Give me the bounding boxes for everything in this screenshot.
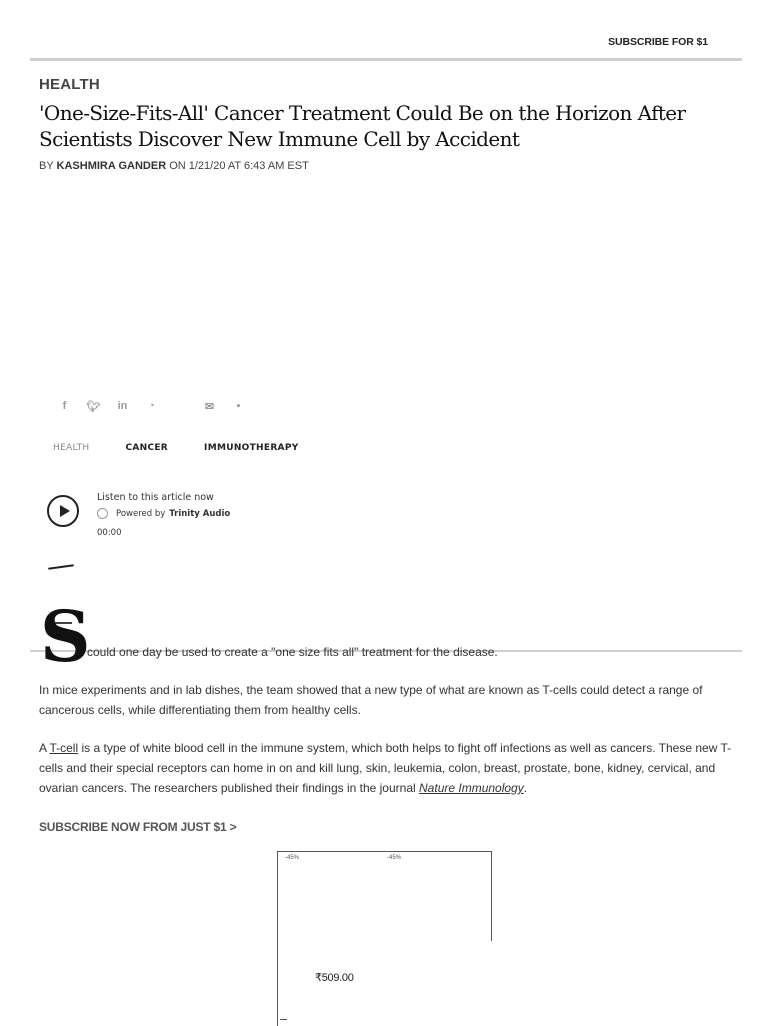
linkedin-icon[interactable]: in [117, 400, 128, 412]
article-headline: 'One-Size-Fits-All' Cancer Treatment Could Be on the Horizon After Scientists Discover New Immune Cell by Accident [39, 101, 686, 151]
subscribe-cta-link[interactable]: SUBSCRIBE NOW FROM JUST $1 > [39, 820, 237, 834]
tag-cancer[interactable]: CANCER [125, 443, 169, 453]
tag-immunotherapy[interactable]: IMMUNOTHERAPY [204, 443, 299, 453]
overlay-fragment [48, 564, 74, 570]
ad-border [491, 851, 492, 941]
globe-icon [97, 508, 108, 519]
tag-list [53, 443, 335, 453]
reddit-icon[interactable]: ◔ [148, 400, 155, 412]
spacer [166, 400, 195, 413]
facebook-icon[interactable]: f [62, 400, 67, 412]
audio-time: 00:00 [97, 528, 122, 538]
ad-discount: -45% [387, 855, 402, 861]
byline [39, 160, 309, 172]
journal-link[interactable]: Nature Immunology [419, 781, 524, 795]
p2-middle: is a type of white blood cell in the immune system, which both helps to fight off infections as well as cancers. These new T-cells and their special receptors can home in on and kill lung, skin, leukemia, colon, breast, prostate, bone, kidney, cervical, and ovarian cancers. The researchers published their findings in the journal [39, 741, 732, 795]
top-bar [30, 0, 742, 61]
email-icon[interactable]: ✉ [204, 401, 215, 413]
publish-date: ON 1/21/20 AT 6:43 AM EST [169, 160, 309, 172]
audio-powered-by [97, 508, 230, 519]
ad-frame[interactable] [277, 851, 492, 1026]
paragraph-1: In mice experiments and in lab dishes, the team showed that a new type of what are known as T-cells could detect a range of cancerous cells, while differentiating them from healthy cells. [39, 683, 703, 717]
share-bar [50, 400, 253, 413]
ad-price: ₹509.00 [315, 972, 354, 984]
comment-icon[interactable]: ▪ [236, 400, 241, 412]
ad-discount: -45% [285, 855, 300, 861]
lead-fragment: could one day be used to create a "one size fits all" treatment for the disease. [87, 645, 498, 659]
byline-prefix: BY [39, 160, 54, 172]
p2-prefix: A [39, 741, 47, 755]
p2-suffix: . [523, 781, 528, 795]
t-cell-link[interactable]: T-cell [49, 741, 79, 755]
dropcap: S [40, 595, 91, 678]
section-label[interactable]: HEALTH [39, 76, 100, 93]
audio-player [47, 490, 347, 550]
author-link[interactable]: KASHMIRA GANDER [56, 160, 167, 172]
ad-minus-icon [280, 1019, 287, 1020]
paragraph-2 [39, 738, 734, 798]
play-icon[interactable] [47, 495, 79, 527]
audio-title: Listen to this article now [97, 492, 214, 503]
powered-brand[interactable]: Trinity Audio [169, 508, 231, 519]
powered-prefix: Powered by [116, 508, 166, 519]
twitter-icon[interactable]: 🐦︎ [86, 401, 101, 413]
tag-health[interactable]: HEALTH [53, 443, 90, 453]
subscribe-top-link[interactable]: SUBSCRIBE FOR $1 [608, 36, 708, 48]
